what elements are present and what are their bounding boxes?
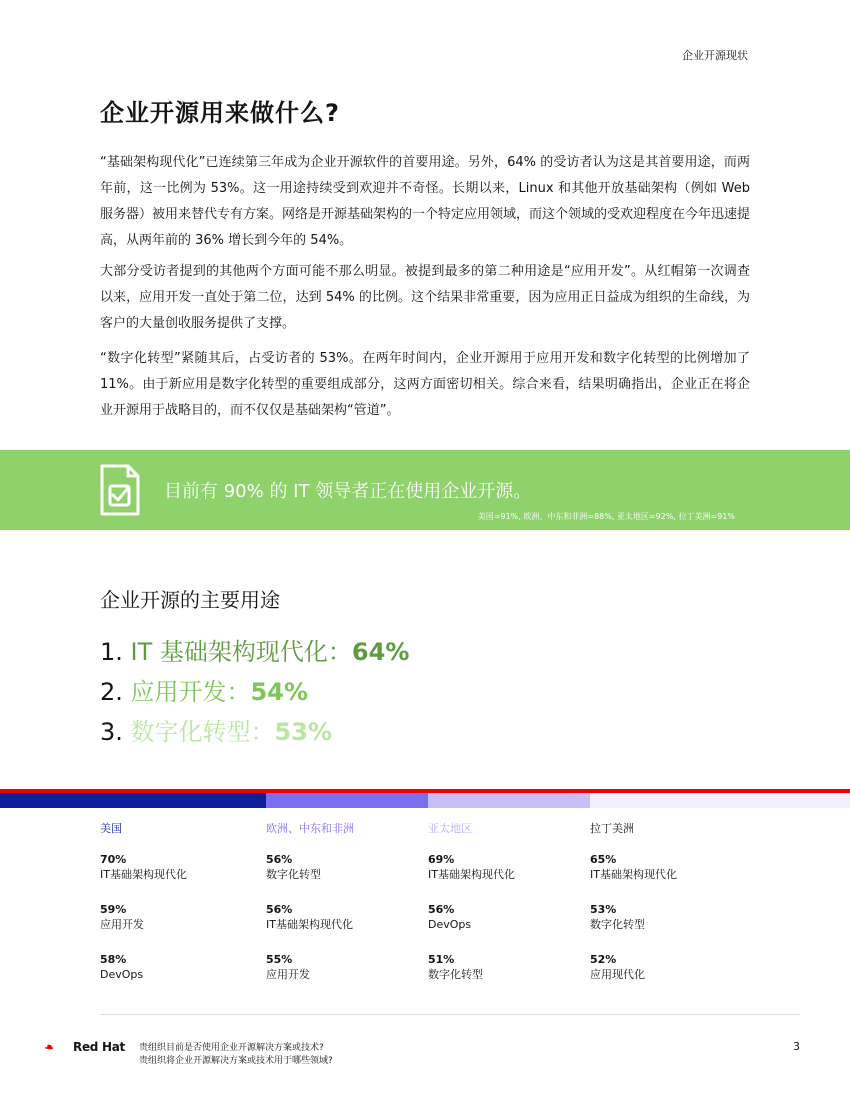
region-stat: [266, 902, 426, 933]
stat-label: IT基础架构现代化: [266, 918, 353, 931]
stat-percent: 58%: [100, 953, 127, 966]
footnote: 贵组织目前是否使用企业开源解决方案或技术?: [139, 1043, 324, 1053]
stat-percent: 53%: [590, 903, 617, 916]
region-column-us: [100, 820, 260, 1002]
running-header: 企业开源现状: [682, 49, 748, 62]
body-paragraph: “基础架构现代化”已连续第三年成为企业开源软件的首要用途。另外，64% 的受访者认为这是其首要用途，而两年前，这一比例为 53%。这一用途持续受到欢迎并不奇怪。长期以来，Linux 和其他开放基础架构（例如 Web 服务器）被用来替代专有方案。网络是开源基础架构的一个特定应用领域，而这个领域的受欢迎程度在今年迅速提高，从两年前的 36% 增长到今年的 54%。: [100, 155, 751, 248]
stat-percent: 51%: [428, 953, 455, 966]
top-use-rank: 2.: [100, 678, 123, 706]
red-hat-logo-icon: [44, 1037, 72, 1057]
stat-percent: 56%: [266, 903, 293, 916]
region-color-bar: [0, 793, 266, 808]
top-use-rank: 1.: [100, 638, 123, 666]
stat-percent: 69%: [428, 853, 455, 866]
top-use-item: [100, 632, 409, 667]
stat-percent: 55%: [266, 953, 293, 966]
stat-label: IT基础架构现代化: [100, 868, 187, 881]
region-stat: [266, 852, 426, 883]
region-stat: [266, 952, 426, 983]
red-hat-logo-text: Red Hat: [73, 1040, 125, 1054]
region-stat: [428, 852, 588, 883]
footer-divider: [100, 1014, 800, 1015]
region-stat: [590, 902, 750, 933]
top-use-label: IT 基础架构现代化：: [130, 638, 352, 666]
stat-label: 数字化转型: [266, 868, 321, 881]
top-use-item: [100, 712, 332, 747]
stat-label: DevOps: [100, 968, 144, 981]
region-name: 美国: [100, 822, 122, 835]
region-column-apac: [428, 820, 588, 1002]
body-paragraph: “数字化转型”紧随其后，占受访者的 53%。在两年时间内，企业开源用于应用开发和数字化转型的比例增加了 11%。由于新应用是数字化转型的重要组成部分，这两方面密切相关。综合来看，结果明确指出，企业正在将企业开源用于战略目的，而不仅仅是基础架构“管道”。: [100, 351, 750, 418]
stat-label: DevOps: [428, 918, 472, 931]
top-use-rank: 3.: [100, 718, 123, 746]
stat-percent: 65%: [590, 853, 617, 866]
stat-percent: 56%: [266, 853, 293, 866]
page-title: 企业开源用来做什么?: [100, 99, 340, 127]
stat-label: 应用开发: [100, 918, 144, 931]
stat-percent: 70%: [100, 853, 127, 866]
region-column-latam: [590, 820, 750, 1002]
region-stat: [100, 852, 260, 883]
region-stat: [590, 952, 750, 983]
region-stat: [428, 902, 588, 933]
highlight-banner: [0, 450, 850, 530]
top-use-percent: 54%: [250, 678, 308, 706]
region-column-emea: [266, 820, 426, 1002]
stat-percent: 56%: [428, 903, 455, 916]
stat-label: IT基础架构现代化: [590, 868, 677, 881]
stat-label: 应用现代化: [590, 968, 645, 981]
top-use-item: [100, 672, 308, 707]
top-use-percent: 64%: [351, 638, 410, 666]
stat-label: 数字化转型: [590, 918, 645, 931]
region-color-bar: [590, 793, 850, 808]
region-stat: [428, 952, 588, 983]
top-uses-title: 企业开源的主要用途: [100, 588, 280, 612]
top-use-label: 应用开发：: [130, 678, 251, 706]
stat-percent: 52%: [590, 953, 617, 966]
banner-regional-note: 美国=91%, 欧洲、中东和非洲=88%, 亚太地区=92%, 拉丁美洲=91%: [477, 512, 735, 521]
region-name: 亚太地区: [428, 822, 472, 835]
stat-label: 数字化转型: [428, 968, 483, 981]
region-color-bar: [428, 793, 590, 808]
stat-label: 应用开发: [266, 968, 310, 981]
top-use-percent: 53%: [274, 718, 332, 746]
stat-percent: 59%: [100, 903, 127, 916]
region-stat: [100, 952, 260, 983]
region-name: 欧洲、中东和非洲: [266, 822, 354, 835]
stat-label: IT基础架构现代化: [428, 868, 515, 881]
checklist-document-icon: [98, 463, 142, 517]
region-name: 拉丁美洲: [590, 822, 634, 835]
region-stat: [100, 902, 260, 933]
page-number: 3: [793, 1040, 800, 1053]
body-paragraph: 大部分受访者提到的其他两个方面可能不那么明显。被提到最多的第二种用途是“应用开发”。从红帽第一次调查以来，应用开发一直处于第二位，达到 54% 的比例。这个结果非常重要，因为应用正日益成为组织的生命线，为客户的大量创收服务提供了支撑。: [100, 264, 750, 331]
footnote: 贵组织将企业开源解决方案或技术用于哪些领域?: [139, 1056, 333, 1066]
top-use-label: 数字化转型：: [130, 718, 275, 746]
banner-headline: 目前有 90% 的 IT 领导者正在使用企业开源。: [164, 481, 532, 502]
region-color-bar: [266, 793, 428, 808]
region-stat: [590, 852, 750, 883]
